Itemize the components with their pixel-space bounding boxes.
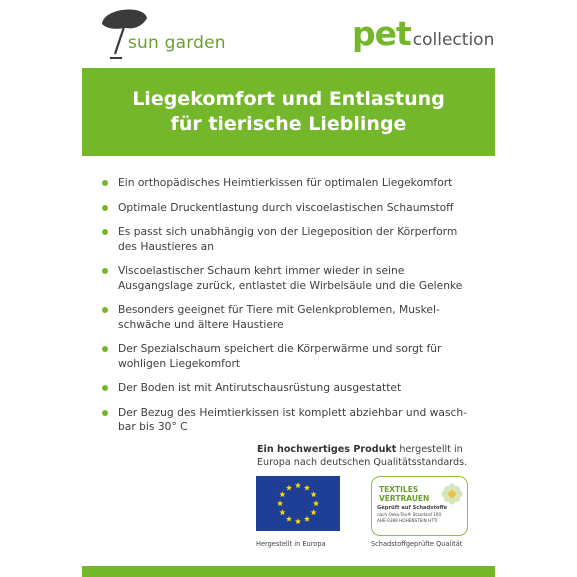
feature-item: Optimale Druckentlastung durch viscoelastischen Schaumstoff [100, 201, 480, 216]
header [0, 0, 577, 66]
cert-standard: nach Oeko-Tex® Standard 100 [377, 512, 442, 517]
feature-item: Es passt sich unabhängig von der Liegeposition der Körperform des Haustieres an [100, 225, 480, 254]
eu-star-icon [304, 516, 310, 522]
eu-star-icon [313, 500, 319, 506]
sun-garden-text: sun garden [128, 33, 226, 53]
cert-tested: Geprüft auf Schadstoffe [377, 505, 448, 511]
feature-item: Ein orthopädisches Heimtierkissen für optimalen Liegekomfort [100, 176, 480, 191]
collection-word: collection [412, 30, 495, 50]
headline-line-2: für tierische Lieblinge [170, 113, 407, 135]
quality-statement [257, 443, 487, 469]
bullet-icon [102, 385, 108, 391]
feature-item: Der Spezialschaum speichert die Körperwärme und sorgt für wohligen Liegekomfort [100, 342, 480, 371]
bullet-icon [102, 268, 108, 274]
eu-star-icon [286, 485, 292, 491]
headline-banner [82, 68, 495, 156]
eu-star-icon [279, 509, 285, 515]
cert-vertrauen: VERTRAUEN [379, 494, 430, 503]
cert-caption: Schadstoffgeprüfte Qualität [371, 540, 463, 548]
feature-list [100, 176, 480, 435]
oeko-tex-badge [371, 476, 468, 536]
flower-icon [441, 483, 463, 505]
pet-collection-logo [352, 14, 495, 54]
feature-item: Besonders geeignet für Tiere mit Gelenkproblemen, Muskel- schwäche und ältere Haustiere [100, 303, 480, 332]
eu-flag-icon [256, 476, 340, 531]
eu-star-icon [279, 491, 285, 497]
bullet-icon [102, 180, 108, 186]
footer-bar [82, 566, 495, 577]
pet-word: pet [352, 14, 411, 53]
eu-star-icon [311, 491, 317, 497]
eu-stars [256, 476, 340, 531]
eu-caption: Hergestellt in Europa [256, 540, 326, 548]
bullet-icon [102, 307, 108, 313]
feature-item: Der Boden ist mit Antirutschausrüstung ausgestattet [100, 381, 480, 396]
quality-rest: hergestellt in [396, 444, 463, 455]
eu-star-icon [277, 500, 283, 506]
bullet-icon [102, 205, 108, 211]
bullet-icon [102, 346, 108, 352]
bullet-icon [102, 229, 108, 235]
eu-star-icon [311, 509, 317, 515]
bullet-icon [102, 410, 108, 416]
quality-bold: Ein hochwertiges Produkt [257, 444, 397, 455]
sun-garden-logo [100, 4, 250, 60]
cert-number: AHE-0389 HOHENSTEIN HTTI [377, 518, 438, 523]
eu-star-icon [286, 516, 292, 522]
cert-textiles: TEXTILES [379, 485, 419, 494]
headline-line-1: Liegekomfort und Entlastung [132, 88, 445, 110]
eu-star-icon [295, 482, 301, 488]
quality-line-2: Europa nach deutschen Qualitätsstandards. [257, 457, 468, 468]
feature-item: Viscoelastischer Schaum kehrt immer wieder in seine Ausgangslage zurück, entlastet die Wirbelsäule und die Gelenke [100, 264, 480, 293]
eu-star-icon [295, 518, 301, 524]
feature-item: Der Bezug des Heimtierkissen ist komplett abziehbar und wasch- bar bis 30° C [100, 406, 480, 435]
eu-star-icon [304, 485, 310, 491]
